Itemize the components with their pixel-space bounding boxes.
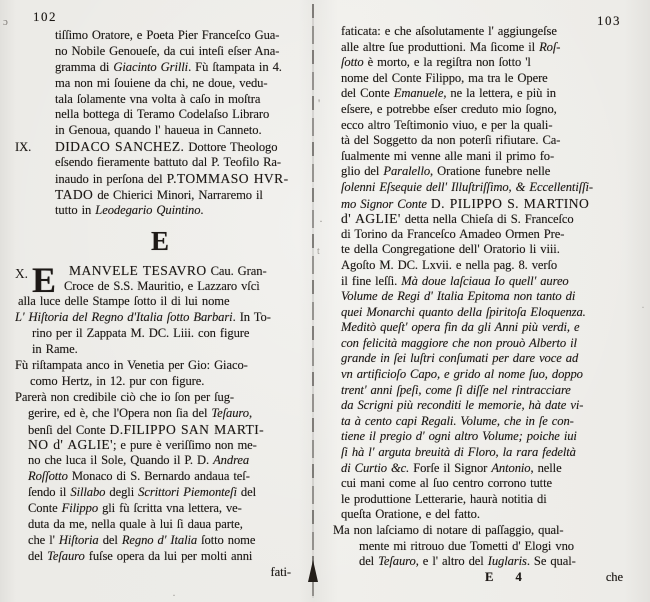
margin-mark: t — [317, 246, 320, 257]
margin-mark: · — [172, 588, 176, 602]
text-line: in Genoua, quando l' haueua in Canneto. — [55, 123, 262, 138]
text-line: faticata: e che aſsolutamente l' aggiungeſse — [341, 24, 557, 38]
right-page — [333, 24, 647, 585]
margin-mark: ' — [318, 96, 321, 110]
text-line: d' AGLIE' detta nella Chieſa di S. Franceſco — [341, 211, 574, 227]
text-line: rino per il Zappata M. DC. Liii. con figure — [32, 326, 250, 341]
text-line: del Teſauro fuſse opera da lui per molti anni — [28, 548, 253, 563]
text-line: L' Hiſtoria del Regno d'Italia ſotto Barbari. In To- — [15, 310, 271, 325]
catchword: fati- — [270, 564, 291, 579]
text-line: ecco altro Teſtimonio viuo, e per la quali- — [341, 117, 553, 132]
text-line: como Hertz, in 12. pur con figure. — [30, 373, 205, 388]
text-line: tutto in Leodegario Quintino. — [55, 202, 204, 217]
page-gutter-line — [312, 4, 314, 598]
text-line: cui mani come al ſuo centro corrono tutte — [341, 476, 552, 491]
section-heading: E — [150, 225, 169, 256]
text-line: tà del Soggetto da non poterſi rifiutare. Ca- — [341, 133, 561, 148]
text-line: da Scrigni più reconditi le memorie, hà date vi- — [341, 398, 584, 413]
margin-mark: · — [641, 300, 645, 314]
text-line: inaudo in perſona del P.TOMMASO HVR- — [55, 171, 289, 187]
text-line: di Curtio &c. Forſe il Signor Antonio, nelle — [341, 460, 562, 475]
text-line: ſendo il Sillabo degli Scrittori Piemonteſi del — [28, 485, 256, 500]
text-line: no Nobile Genoueſe, da cui inteſi eſser Ana- — [55, 43, 280, 58]
text-line: te della Congregatione dell' Oratorio li viii. — [341, 242, 560, 257]
text-line: Meditò queſt' opera fin da gli Anni più verdi, e — [341, 320, 580, 335]
text-line: Fù riſtampata anco in Venetia per Gio: Giaco- — [15, 358, 248, 373]
text-line: ſolenni Eſsequie dell' Illuſtriſſimo, & Eccellentiſſi- — [341, 179, 594, 194]
text-line: gerire, ed è, che l'Opera non ſia del Teſauro, — [28, 405, 253, 420]
drop-cap: E — [32, 259, 57, 300]
margin-mark: · — [319, 214, 323, 228]
text-line: mente mi ritrouo due Tometti d' Elogi vno — [359, 538, 574, 553]
text-line: duta da me, nella quale à lui ſi daua parte, — [28, 516, 243, 531]
catchword: che — [605, 569, 623, 584]
text-line: di Torino da Franceſco Amadeo Ormen Pre- — [341, 226, 565, 241]
text-line: Ma non laſciamo di notare di paſſaggio, qual- — [333, 523, 564, 537]
text-line: grande in ſei luſtri conſumati per dare voce ad — [341, 351, 579, 366]
text-line: tala ſolamente vna volta à caſo in moſtra — [55, 91, 261, 106]
text-line: MANVELE TESAVRO Cau. Gran- — [69, 262, 267, 278]
text-line: tiſſimo Oratore, e Poeta Pier Franceſco Gua- — [55, 28, 280, 42]
margin-mark: ɔ — [3, 16, 8, 28]
text-line: IX. DIDACO SANCHEZ. Dottore Theologo — [15, 139, 278, 155]
text-line: con felicità maggiore che non prouò Alberto il — [341, 335, 577, 350]
text-line: nella bottega di Teramo Codelaſso Libraro — [55, 107, 270, 122]
text-line: Volume de Regi d' Italia Epitoma non tanto di — [341, 289, 576, 304]
ink-blot — [308, 560, 318, 582]
text-line: benſi del Conte D.FILIPPO SAN MARTI- — [28, 421, 265, 437]
text-line: in Rame. — [32, 342, 78, 357]
text-line: trent' anni ſpeſi, come ſi diſſe nel rintracciare — [341, 382, 571, 397]
text-line: il fine leſſi. Mà doue laſciaua Io quell' aureo — [341, 273, 569, 288]
text-line: Parerà non credibile ciò che io ſon per ſug- — [15, 389, 235, 404]
text-line: ta à cento capi Regali. Volume, che in ſe con- — [341, 413, 574, 428]
page-number-right: 103 — [597, 13, 621, 28]
text-line: eſsere, e potrebbe eſser creduto mio ſogno, — [341, 101, 557, 116]
text-line: ma non mi ſouiene da chi, ne doue, vedu- — [55, 75, 268, 90]
text-line: alle altre ſue produttioni. Ma ſicome il Roſ- — [341, 39, 561, 54]
text-line: ſi hà l' arguta breuità di Floro, la rara fedeltà — [341, 445, 576, 460]
text-line: Croce de S.S. Mauritio, e Lazzaro vſcì — [64, 278, 260, 293]
text-line: del Teſauro, e l' altro del Iuglaris. Se qual- — [359, 554, 576, 569]
text-line: ſotto è morto, e la regiſtra non ſotto 'l — [341, 55, 531, 70]
text-line: TADO de Chierici Minori, Narraremo il — [55, 186, 263, 202]
text-line: del Conte Emanuele, ne la lettera, e più in — [341, 86, 556, 101]
page-number-left: 102 — [33, 9, 57, 24]
text-line: queſta Oratione, e del fatto. — [341, 507, 480, 522]
entry-label: X. — [15, 265, 29, 281]
text-line: quei Monarchi quanto della ſpiritoſa Eloquenza. — [341, 304, 586, 319]
text-line: vn artificioſo Capo, e grido al nome ſuo, doppo — [341, 367, 583, 382]
text-line: tiene il pregio d' ogni altro Volume; poiche iui — [341, 429, 577, 444]
text-line: Roſſotto Monaco di S. Bernardo andaua teſ- — [28, 469, 250, 484]
text-line: NO d' AGLIE'; e pure è veriſſimo non me- — [28, 437, 257, 453]
signature-mark: E 4 — [485, 569, 531, 584]
signature-line — [333, 570, 647, 586]
text-line: Agoſto M. DC. Lxvii. e nella pag. 8. verſo — [341, 257, 558, 272]
entry-dropcap — [15, 259, 311, 300]
text-line: ſualmente mi venne alle mani il primo fo- — [341, 148, 555, 163]
text-line: alla luce delle Stampe ſotto il di lui nome — [18, 294, 230, 309]
text-line: eſsendo fieramente battuto dal P. Teofilo Ra- — [55, 155, 281, 170]
text-line: no che luca il Sole, Quando il P. D. Andrea — [28, 453, 250, 468]
text-line: gramma di Giacinto Grilli. Fù ſtampata in 4. — [55, 59, 282, 74]
text-line: che l' Hiſtoria del Regno d' Italia ſotto nome — [28, 532, 256, 547]
text-line: le produttione Letterarie, haurà notitia di — [341, 491, 547, 506]
text-line: Conte Filippo gli fù ſcritta vna lettera, ve- — [28, 501, 242, 516]
text-line: mo Signor Conte D. PILIPPO S. MARTINO — [341, 195, 590, 211]
text-line: nome del Conte Filippo, ma tra le Opere — [341, 70, 548, 85]
left-page — [15, 28, 311, 581]
text-line: glio del Paralello, Oratione funebre nelle — [341, 164, 551, 179]
entry-label: IX. — [15, 140, 32, 155]
